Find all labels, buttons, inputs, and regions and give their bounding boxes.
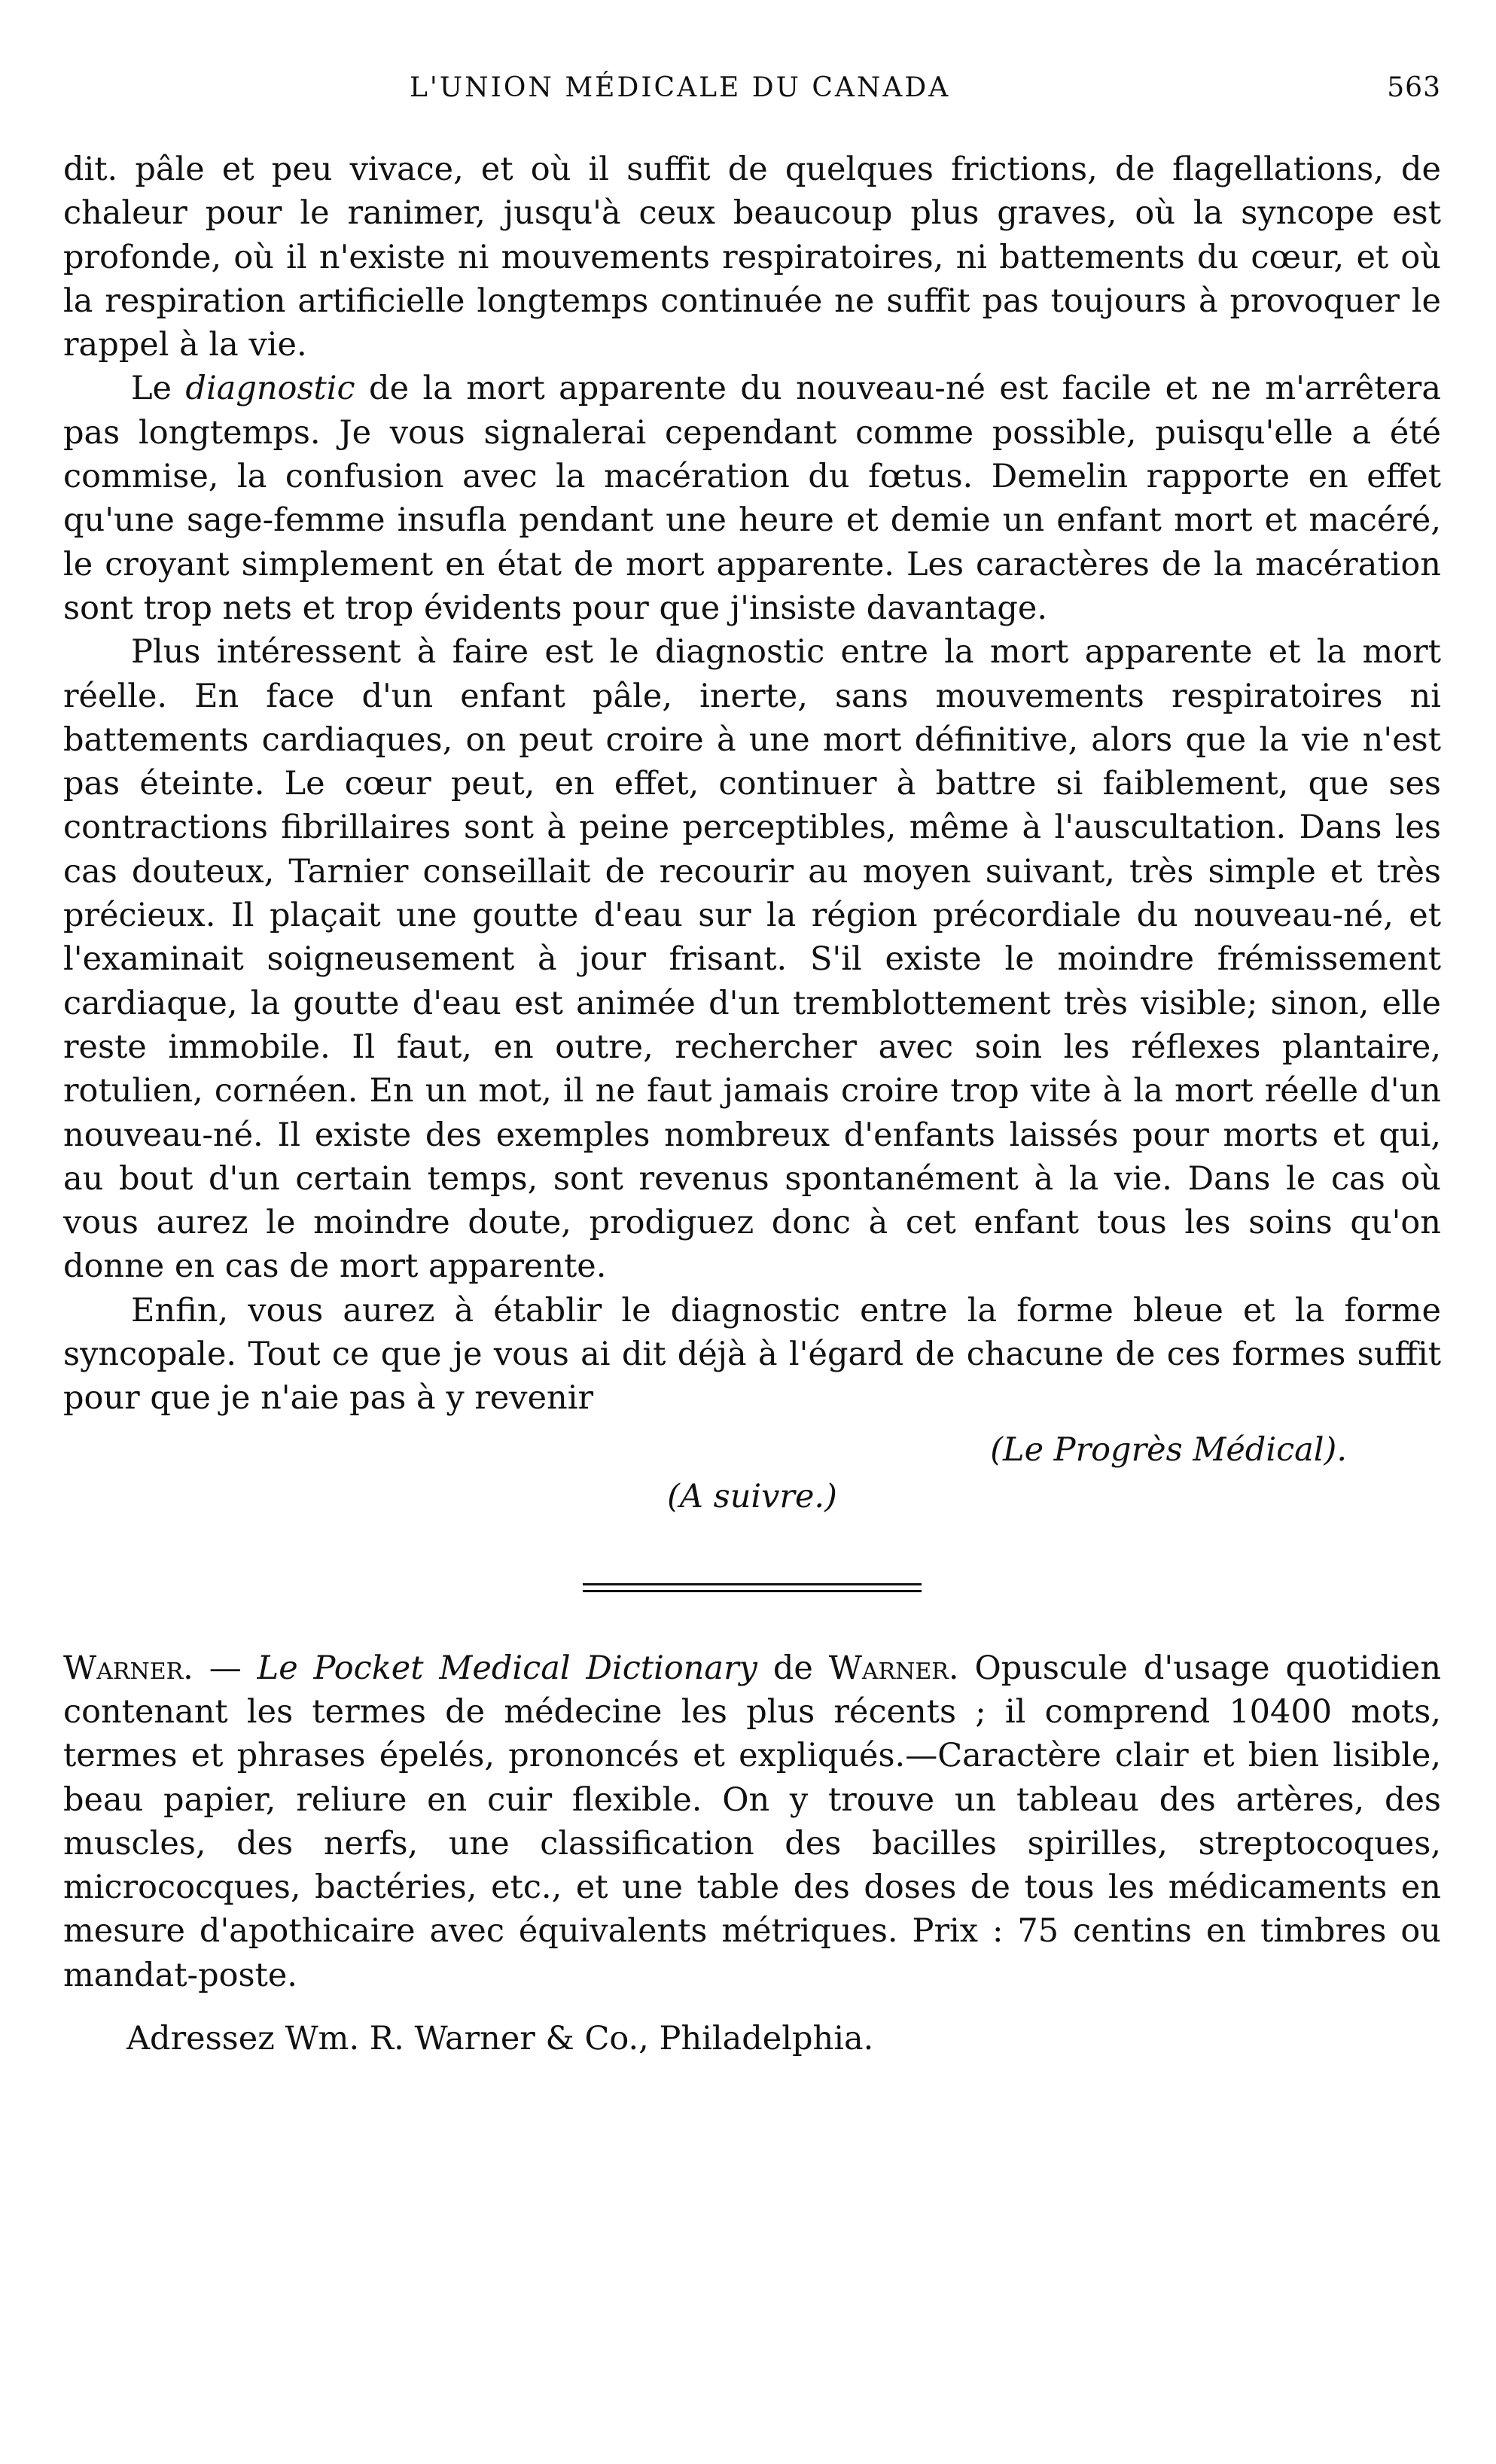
source-citation: (Le Progrès Médical). <box>990 1430 1347 1469</box>
review-author: Warner. <box>63 1649 193 1687</box>
review-author-2: Warner. <box>828 1649 959 1687</box>
divider-line-top <box>583 1583 922 1585</box>
paragraph-lead: Le <box>131 370 186 408</box>
article-body <box>63 148 1441 1518</box>
book-review <box>63 1646 1441 2060</box>
page <box>63 72 1441 2060</box>
paragraph-continued: dit. pâle et peu vivace, et où il suffit de quelques frictions, de flagellations, de chaleur pour le ranimer, jusqu'à ceux beaucoup plus graves, où la syncope est profonde, où il n'existe ni mouvements respiratoires, ni battements du cœur, et où la respiration artificielle longtemps continuée ne suffit pas toujours à provoquer le rappel à la vie. <box>63 151 1441 364</box>
paragraph-forme-bleue: Enfin, vous aurez à établir le diagnostic entre la forme bleue et la forme syncopale. Tout ce que je vous ai dit déjà à l'égard de chacune de ces formes suffit pour que je n'aie pas à y revenir <box>63 1291 1441 1418</box>
to-be-continued: (A suivre.) <box>667 1477 837 1515</box>
page-number: 563 <box>1387 72 1441 103</box>
paragraph-diagnostic <box>63 367 1441 630</box>
review-paragraph <box>63 1646 1441 1997</box>
running-header <box>63 72 1441 117</box>
emphasis-diagnostic: diagnostic <box>185 370 355 408</box>
review-dash: — <box>193 1649 257 1687</box>
section-divider <box>583 1583 922 1592</box>
review-de: de <box>757 1649 829 1687</box>
review-body: Opuscule d'usage quotidien contenant les termes de médecine les plus récents ; il comprend 10400 mots, termes et phrases épelés, prononcés et expliqués.—Caractère clair et bien lisible, beau papier, reliure en cuir flexible. On y trouve un tableau des artères, des muscles, des nerfs, une classification des bacilles spirilles, streptocoques, micrococques, bactéries, etc., et une table des doses de tous les médicaments en mesure d'apothicaire avec équivalents métriques. Prix : 75 centins en timbres ou mandat-poste. <box>63 1649 1442 1994</box>
review-title: Le Pocket Medical Dictionary <box>257 1649 757 1687</box>
paragraph-mort-reelle: Plus intéressent à faire est le diagnostic entre la mort apparente et la mort réelle. En face d'un enfant pâle, inerte, sans mouvements respiratoires ni battements cardiaques, on peut croire à une mort définitive, alors que la vie n'est pas éteinte. Le cœur peut, en effet, continuer à battre si faiblement, que ses contractions fibrillaires sont à peine perceptibles, même à l'auscultation. Dans les cas douteux, Tarnier conseillait de recourir au moyen suivant, très simple et très précieux. Il plaçait une goutte d'eau sur la région précordiale du nouveau-né, et l'examinait soigneusement à jour frisant. S'il existe le moindre frémissement cardiaque, la goutte d'eau est animée d'un tremblottement très visible; sinon, elle reste immobile. Il faut, en outre, rechercher avec soin les réflexes plantaire, rotulien, cornéen. En un mot, il ne faut jamais croire trop vite à la mort réelle d'un nouveau-né. Il existe des exemples nombreux d'enfants laissés pour morts et qui, au bout d'un certain temps, sont revenus spontanément à la vie. Dans le cas où vous aurez le moindre doute, prodiguez donc à cet enfant tous les soins qu'on donne en cas de mort apparente. <box>63 633 1441 1286</box>
review-address: Adressez Wm. R. Warner & Co., Philadelphia. <box>126 2019 874 2057</box>
running-title: L'UNION MÉDICALE DU CANADA <box>410 72 951 103</box>
divider-line-bottom <box>583 1590 922 1592</box>
paragraph-rest: de la mort apparente du nouveau-né est facile et ne m'arrêtera pas longtemps. Je vous signalerai cependant comme possible, puisqu'elle a été commise, la confusion avec la macération du fœtus. Demelin rapporte en effet qu'une sage-femme insufla pendant une heure et demie un enfant mort et macéré, le croyant simplement en état de mort apparente. Les caractères de la macération sont trop nets et trop évidents pour que j'insiste davantage. <box>63 370 1441 627</box>
